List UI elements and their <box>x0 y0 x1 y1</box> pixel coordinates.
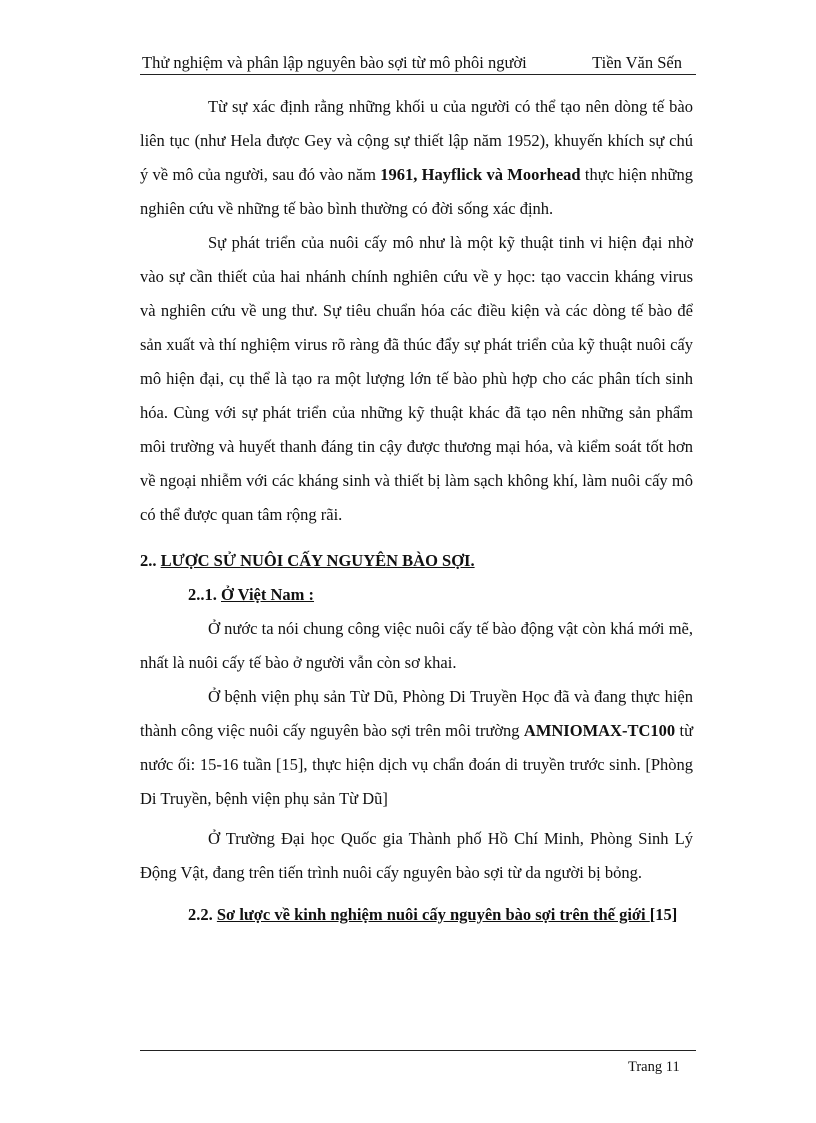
paragraph-tu-du <box>140 680 693 816</box>
page-header <box>140 50 696 75</box>
paragraph-text: Từ sự xác định rằng những khối u của người có thể tạo nên dòng tế bào liên tục (như Hela được Gey và cộng sự thiết lập năm 1952), khuyến khích sự chú ý về mô của người, sau đó vào năm <box>140 97 693 184</box>
section-title: Sơ lược về kinh nghiệm nuôi cấy nguyên bào sợi trên thế giới <box>216 905 650 924</box>
paragraph-intro <box>140 90 693 226</box>
section-title: Ở Việt Nam : <box>221 585 315 604</box>
section-title: LƯỢC SỬ NUÔI CẤY NGUYÊN BÀO SỢI. <box>160 551 475 570</box>
section-heading-2-2 <box>188 898 693 932</box>
paragraph-university: Ở Trường Đại học Quốc gia Thành phố Hồ Chí Minh, Phòng Sinh Lý Động Vật, đang trên tiến trình nuôi cấy nguyên bào sợi từ da người bị bỏng. <box>140 829 693 882</box>
header-title: Thử nghiệm và phân lập nguyên bào sợi từ mô phôi người <box>142 53 527 72</box>
paragraph-text: từ nước ối: 15-16 tuần [15], thực hiện dịch vụ chẩn đoán di truyền trước sinh. [Phòng Di Truyền, bệnh viện phụ sản Từ Dũ] <box>140 721 694 808</box>
section-number: 2..1. <box>188 585 221 604</box>
footer-divider <box>140 1050 696 1051</box>
section-heading-2-1 <box>188 578 693 612</box>
document-body <box>140 90 693 932</box>
header-author: Tiền Văn Sến <box>592 53 682 72</box>
paragraph-vietnam: Ở nước ta nói chung công việc nuôi cấy tế bào động vật còn khá mới mẽ, nhất là nuôi cấy tế bào ở người vẫn còn sơ khai. <box>140 619 693 672</box>
paragraph-text: Ở bệnh viện phụ sản Từ Dũ, Phòng Di Truyền Học đã và đang thực hiện thành công việc nuôi cấy nguyên bào sợi trên môi trường <box>140 687 693 740</box>
bold-text: 1961, Hayflick và Moorhead <box>380 165 581 184</box>
paragraph-text: thực hiện những nghiên cứu về những tế bào bình thường có đời sống xác định. <box>140 165 693 218</box>
bold-text: AMNIOMAX-TC100 <box>523 721 676 740</box>
page-number: Trang 11 <box>628 1059 680 1075</box>
paragraph-development: Sự phát triển của nuôi cấy mô như là một kỹ thuật tinh vi hiện đại nhờ vào sự cần thiết của hai nhánh chính nghiên cứu về y học: tạo vaccin kháng virus và nghiên cứu về ung thư. Sự tiêu chuẩn hóa các điều kiện và các dòng tế bào để sản xuất và thí nghiệm virus rõ ràng đã thúc đẩy sự phát triển của kỹ thuật nuôi cấy mô hiện đại, cụ thể là tạo ra một lượng lớn tế bào phù hợp cho các phân tích sinh hóa. Cùng với sự phát triển của những kỹ thuật khác đã tạo nên những sản phẩm môi trường và huyết thanh đáng tin cậy được thương mại hóa, và kiểm soát tốt hơn về ngoại nhiễm với các kháng sinh và thiết bị làm sạch không khí, làm nuôi cấy mô có thể được quan tâm rộng rãi. <box>140 233 693 524</box>
section-number: 2.. <box>140 551 161 570</box>
section-reference: [15] <box>649 905 678 924</box>
section-heading-2 <box>140 544 693 578</box>
section-number: 2.2. <box>188 905 217 924</box>
